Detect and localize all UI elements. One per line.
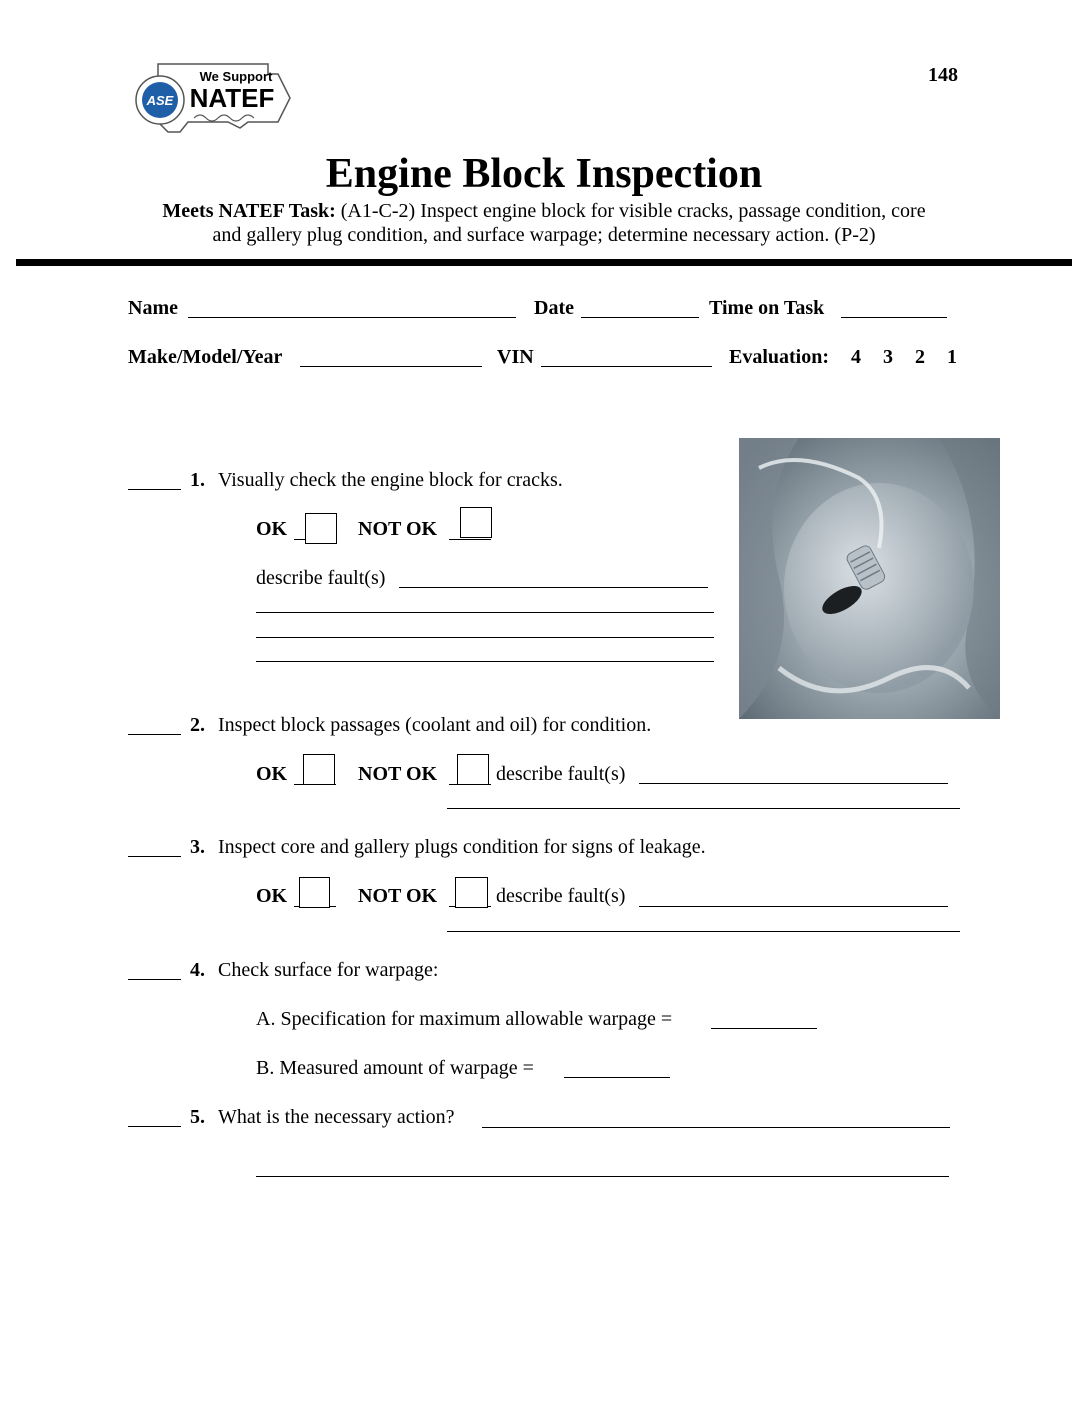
item-2-number: 2. [190,714,205,736]
evaluation-option-1[interactable]: 1 [947,346,957,368]
necessary-action-field[interactable] [482,1127,950,1128]
header-divider [16,259,1072,266]
item-2-not-ok-checkbox[interactable] [457,754,489,785]
item-2-describe-field[interactable] [639,783,948,784]
evaluation-option-4[interactable]: 4 [851,346,861,368]
item-3-not-ok-label: NOT OK [358,885,438,907]
item-2-text: Inspect block passages (coolant and oil) for condition. [218,714,652,736]
item-5-text: What is the necessary action? [218,1106,455,1128]
item-1-text: Visually check the engine block for cracks. [218,469,563,491]
item-2-describe-label: describe fault(s) [496,763,626,785]
make-model-year-field[interactable] [300,366,482,367]
item-3-describe-label: describe fault(s) [496,885,626,907]
warpage-spec-field[interactable] [711,1028,817,1029]
item-1-describe-field[interactable] [399,587,708,588]
svg-text:We Support: We Support [199,69,273,84]
time-on-task-field[interactable] [841,317,947,318]
svg-text:NATEF: NATEF [189,83,275,113]
natef-logo [128,60,294,140]
item-3-ok-checkbox[interactable] [299,877,330,908]
warpage-measured-field[interactable] [564,1077,670,1078]
item-2-describe-line-2[interactable] [447,808,960,809]
warpage-measured-label: B. Measured amount of warpage = [256,1057,534,1079]
task-description-line2: and gallery plug condition, and surface warpage; determine necessary action. (P-2) [212,224,876,246]
item-3-text: Inspect core and gallery plugs condition for signs of leakage. [218,836,706,858]
item-1-score-field[interactable] [128,489,181,490]
task-text-1: (A1-C-2) Inspect engine block for visible cracks, passage condition, core [340,200,926,222]
item-1-ok-checkbox[interactable] [305,513,337,544]
date-field[interactable] [581,317,699,318]
item-1-not-ok-label: NOT OK [358,518,438,540]
time-on-task-label: Time on Task [709,297,825,319]
item-1-number: 1. [190,469,205,491]
item-4-text: Check surface for warpage: [218,959,439,981]
item-3-number: 3. [190,836,205,858]
item-1-describe-label: describe fault(s) [256,567,386,589]
name-label: Name [128,297,178,319]
item-2-score-field[interactable] [128,734,181,735]
make-model-year-label: Make/Model/Year [128,346,283,368]
item-2-ok-label: OK [256,763,288,785]
item-1-describe-line-4[interactable] [256,661,714,662]
task-label: Meets NATEF Task: [162,200,336,222]
item-1-not-ok-checkbox[interactable] [460,507,492,538]
task-description-line1 [0,199,1088,223]
item-3-not-ok-checkbox[interactable] [455,877,488,908]
item-4-number: 4. [190,959,205,981]
vin-label: VIN [497,346,534,368]
page-number: 148 [928,64,958,86]
evaluation-option-3[interactable]: 3 [883,346,893,368]
item-3-ok-label: OK [256,885,288,907]
item-2-not-ok-label: NOT OK [358,763,438,785]
item-1-describe-line-2[interactable] [256,612,714,613]
item-1-describe-line-3[interactable] [256,637,714,638]
svg-text:ASE: ASE [146,93,174,108]
item-5-score-field[interactable] [128,1126,181,1127]
date-label: Date [534,297,574,319]
evaluation-label: Evaluation: [729,346,830,368]
item-3-describe-line-2[interactable] [447,931,960,932]
necessary-action-line-2[interactable] [256,1176,949,1177]
item-2-ok-checkbox[interactable] [303,754,335,785]
item-4-score-field[interactable] [128,979,181,980]
item-3-describe-field[interactable] [639,906,948,907]
item-1-not-ok-underline [449,539,491,540]
engine-block-photo [739,438,1000,719]
page-title: Engine Block Inspection [325,151,763,197]
warpage-spec-label: A. Specification for maximum allowable warpage = [256,1008,673,1030]
name-field[interactable] [188,317,516,318]
item-1-ok-label: OK [256,518,288,540]
evaluation-option-2[interactable]: 2 [915,346,925,368]
vin-field[interactable] [541,366,712,367]
item-5-number: 5. [190,1106,205,1128]
item-3-score-field[interactable] [128,856,181,857]
